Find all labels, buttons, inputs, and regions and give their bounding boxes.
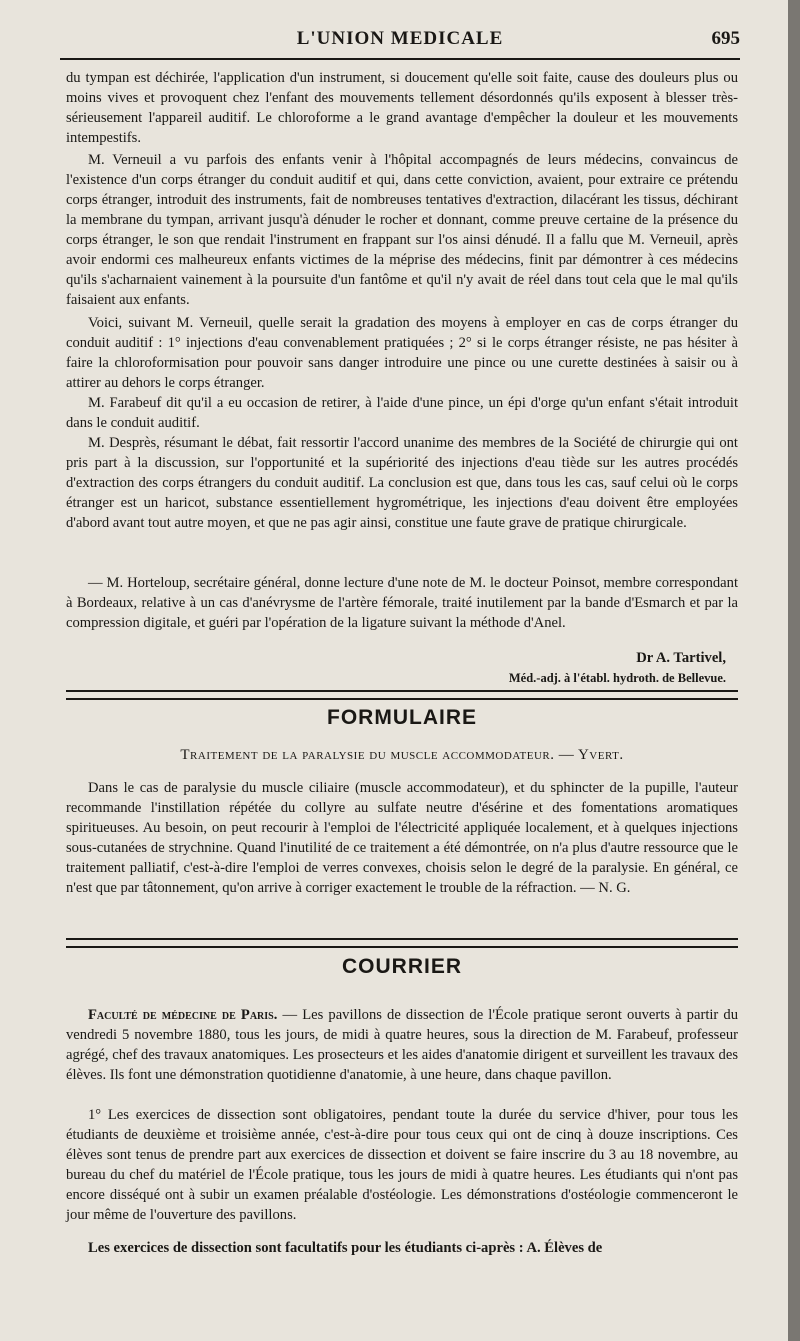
courrier-paragraph-facultatifs: Les exercices de dissection sont facultatifs pour les étudiants ci-après : A. Élèves de	[88, 1240, 603, 1256]
paragraph-tympan: du tympan est déchirée, l'application d'un instrument, si doucement qu'elle soit faite, cause des douleurs plus ou moins vives et provoquent chez l'enfant des mouvements tellement désordonnés qu'ils exposent à blesser très-sérieusement l'appareil auditif. Le chloroforme a le grand avantage d'empêcher la douleur et les mouvements intempestifs.	[66, 70, 738, 146]
header-rule	[60, 58, 740, 60]
signature-name: Dr A. Tartivel,	[636, 650, 726, 666]
section-title-formulaire: FORMULAIRE	[327, 706, 477, 729]
signature-block	[509, 648, 726, 688]
paragraph-verneuil: M. Verneuil a vu parfois des enfants venir à l'hôpital accompagnés de leurs médecins, convaincus de l'existence d'un corps étranger du conduit auditif et qui, dans cette conviction, avaient, pour extraire ce prétendu corps étranger, introduit des instruments, fait de nombreuses tentatives d'extraction, dilacérant les tissus, déchirant la membrane du tympan, arrivant jusqu'à dénuder le rocher et donnant, comme preuve certaine de la présence du corps étranger, le son que rendait l'instrument en frappant sur l'os ainsi dénudé. Il a fallu que M. Verneuil, après avoir endormi ces malheureux enfants victimes de la méprise des médecins, finit par démontrer à ces médecins qu'ils s'acharnaient vainement à la poursuite d'un fantôme et qu'il n'y avait de réel dans tout cela que le mal qu'ils faisaient aux enfants.	[66, 152, 738, 308]
paragraph-despres: M. Desprès, résumant le débat, fait ressortir l'accord unanime des membres de la Société de chirurgie qui ont pris part à la discussion, sur l'opportunité et la supériorité des injections d'eau tiède sur les autres procédés d'extraction des corps étrangers du conduit auditif. La conclusion est que, dans tous les cas, sauf celui où le corps étranger est un haricot, substance essentiellement hygrométrique, les injections d'eau doivent être employées d'abord avant tout autre moyen, et que ne pas agir ainsi, constitue une faute grave de pratique chirurgicale.	[66, 435, 738, 531]
formulaire-body: Dans le cas de paralysie du muscle ciliaire (muscle accommodateur), et du sphincter de la pupille, l'auteur recommande l'instillation répétée du collyre au sulfate neutre d'ésérine et des fomentations aromatiques spiritueuses. Au besoin, on peut recourir à l'emploi de l'électricité appliquée localement, et à quelques injections sous-cutanées de strychnine. Quand l'inutilité de ce traitement a été démontrée, on n'a plus d'autre ressource que le traitement palliatif, c'est-à-dire l'emploi de verres convexes, choisis selon le degré de la paralysie. En général, ce n'est que par tâtonnement, qu'on arrive à corriger exactement le trouble de la réfraction. — N. G.	[66, 780, 738, 896]
courrier-paragraph-obligatoires: 1° Les exercices de dissection sont obligatoires, pendant toute la durée du service d'hiver, pour tous les étudiants de deuxième et troisième année, c'est-à-dire pour tous ceux qui ont de cinq à douze inscriptions. Ces élèves sont tenus de prendre part aux exercices de dissection et doivent se faire inscrire du 3 au 18 novembre, au bureau du chef du matériel de l'École pratique, tous les jours de midi à quatre heures. Les étudiants qui n'ont pas encore disséqué ont à subir un examen préalable d'ostéologie. Les démonstrations d'ostéologie commenceront le jour même de l'ouverture des pavillons.	[66, 1107, 738, 1223]
courrier-paragraph-faculty	[66, 1005, 738, 1085]
page-number: 695	[711, 28, 740, 49]
paragraph-farabeuf: M. Farabeuf dit qu'il a eu occasion de retirer, à l'aide d'une pince, un épi d'orge qu'un enfant s'était introduit dans le conduit auditif.	[66, 395, 738, 431]
section-title-courrier: COURRIER	[341, 955, 462, 978]
paragraph-gradation: Voici, suivant M. Verneuil, quelle serait la gradation des moyens à employer en cas de corps étranger du conduit auditif : 1° injections d'eau convenablement pratiquées ; 2° si le corps étranger résiste, ne pas hésiter à faire la chloroformisation pour pouvoir sans danger introduire une pince ou une curette destinées à saisir ou à attirer au dehors le corps étranger.	[66, 315, 738, 391]
signature-affiliation: Méd.-adj. à l'établ. hydroth. de Bellevue.	[508, 671, 726, 685]
formulaire-subtitle: Traitement de la paralysie du muscle accommodateur. — Yvert.	[180, 747, 624, 763]
page-header	[60, 24, 740, 60]
paragraph-horteloup: — M. Horteloup, secrétaire général, donne lecture d'une note de M. le docteur Poinsot, membre correspondant à Bordeaux, relative à un cas d'anévrysme de l'artère fémorale, traité inutilement par la bande d'Esmarch et par la compression digitale, et guéri par l'opération de la ligature suivant la méthode d'Anel.	[66, 575, 738, 631]
courrier-faculty-text: — Les pavillons de dissection de l'École pratique seront ouverts à partir du vendredi 5 novembre 1880, tous les jours, de midi à quatre heures, sous la direction de M. Farabeuf, professeur agrégé, chef des travaux anatomiques. Les prosecteurs et les aides d'anatomie dirigent et surveillent les travaux des élèves. Ils font une démonstration quotidienne d'anatomie, à une heure, dans chaque pavillon.	[66, 1007, 738, 1083]
faculty-label: Faculté de médecine de Paris.	[88, 1007, 278, 1023]
section-divider	[66, 690, 738, 700]
journal-title: L'UNION MEDICALE	[296, 28, 504, 49]
section-divider	[66, 938, 738, 948]
